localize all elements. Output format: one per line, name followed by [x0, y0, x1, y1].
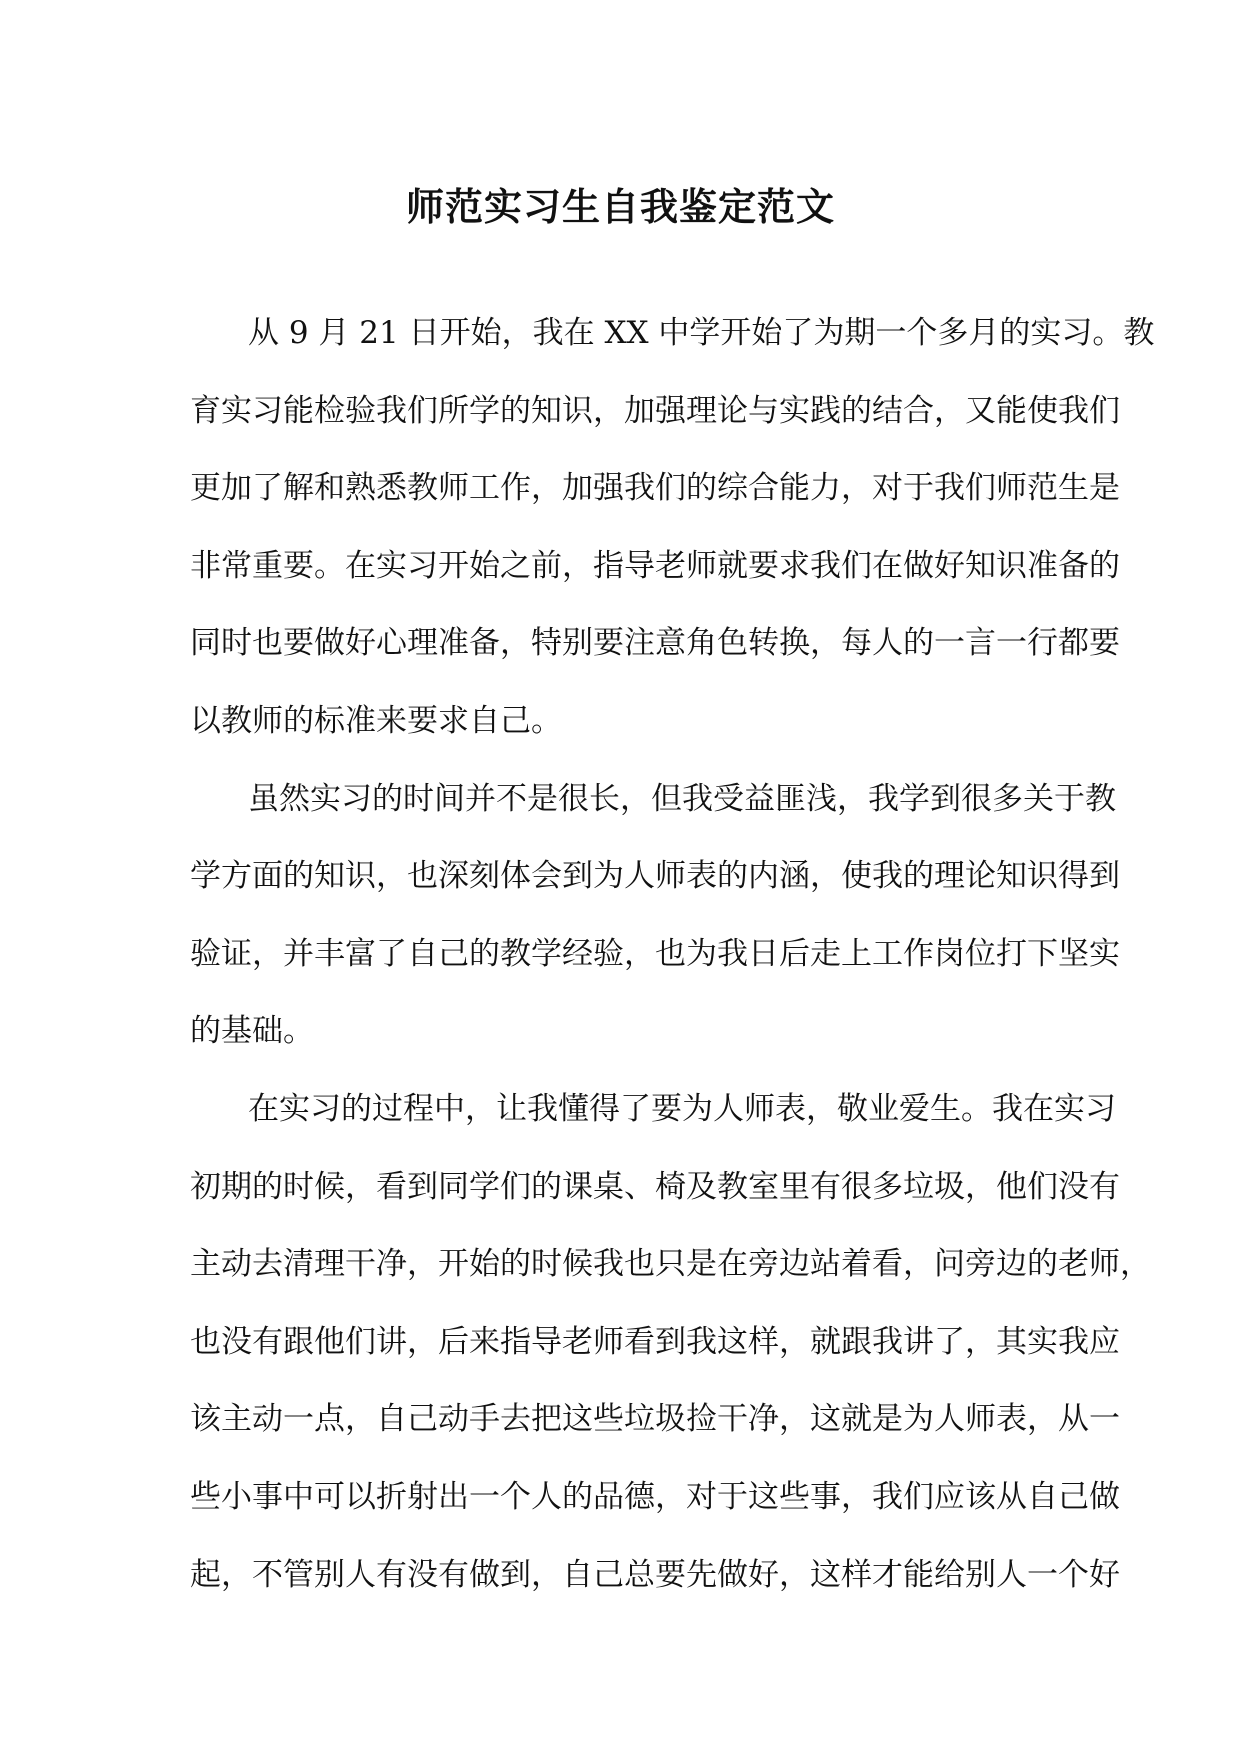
- paragraph-line: 以教师的标准来要求自己。: [190, 702, 562, 739]
- document-body: [190, 308, 1155, 1627]
- paragraph-line: 虽然实习的时间并不是很长，但我受益匪浅，我学到很多关于教: [248, 780, 1116, 817]
- paragraph-line: 从 9 月 21 日开始，我在 XX 中学开始了为期一个多月的实习。教: [248, 315, 1155, 351]
- paragraph-line: 起，不管别人有没有做到，自己总要先做好，这样才能给别人一个好: [190, 1556, 1120, 1593]
- paragraph-line: 更加了解和熟悉教师工作，加强我们的综合能力，对于我们师范生是: [190, 470, 1120, 507]
- paragraph-3: [190, 1084, 1151, 1627]
- paragraph-line: 在实习的过程中，让我懂得了要为人师表，敬业爱生。我在实习: [248, 1090, 1116, 1127]
- paragraph-line: 非常重要。在实习开始之前，指导老师就要求我们在做好知识准备的: [190, 547, 1120, 584]
- paragraph-line: 的基础。: [190, 1013, 314, 1050]
- paragraph-line: 育实习能检验我们所学的知识，加强理论与实践的结合，又能使我们: [190, 392, 1120, 429]
- paragraph-line: 同时也要做好心理准备，特别要注意角色转换，每人的一言一行都要: [190, 625, 1120, 662]
- paragraph-line: 该主动一点，自己动手去把这些垃圾捡干净，这就是为人师表，从一: [190, 1401, 1120, 1438]
- paragraph-line: 些小事中可以折射出一个人的品德，对于这些事，我们应该从自己做: [190, 1478, 1120, 1515]
- paragraph-line: 验证，并丰富了自己的教学经验，也为我日后走上工作岗位打下坚实: [190, 935, 1120, 972]
- paragraph-1: [190, 308, 1155, 774]
- paragraph-line: 学方面的知识，也深刻体会到为人师表的内涵，使我的理论知识得到: [190, 858, 1120, 895]
- paragraph-line: 主动去清理干净，开始的时候我也只是在旁边站着看，问旁边的老师，: [190, 1246, 1151, 1283]
- document-title: 师范实习生自我鉴定范文: [405, 184, 835, 229]
- paragraph-line: 初期的时候，看到同学们的课桌、椅及教室里有很多垃圾，他们没有: [190, 1168, 1120, 1205]
- paragraph-line: 也没有跟他们讲，后来指导老师看到我这样，就跟我讲了，其实我应: [190, 1323, 1120, 1360]
- paragraph-2: [190, 774, 1120, 1084]
